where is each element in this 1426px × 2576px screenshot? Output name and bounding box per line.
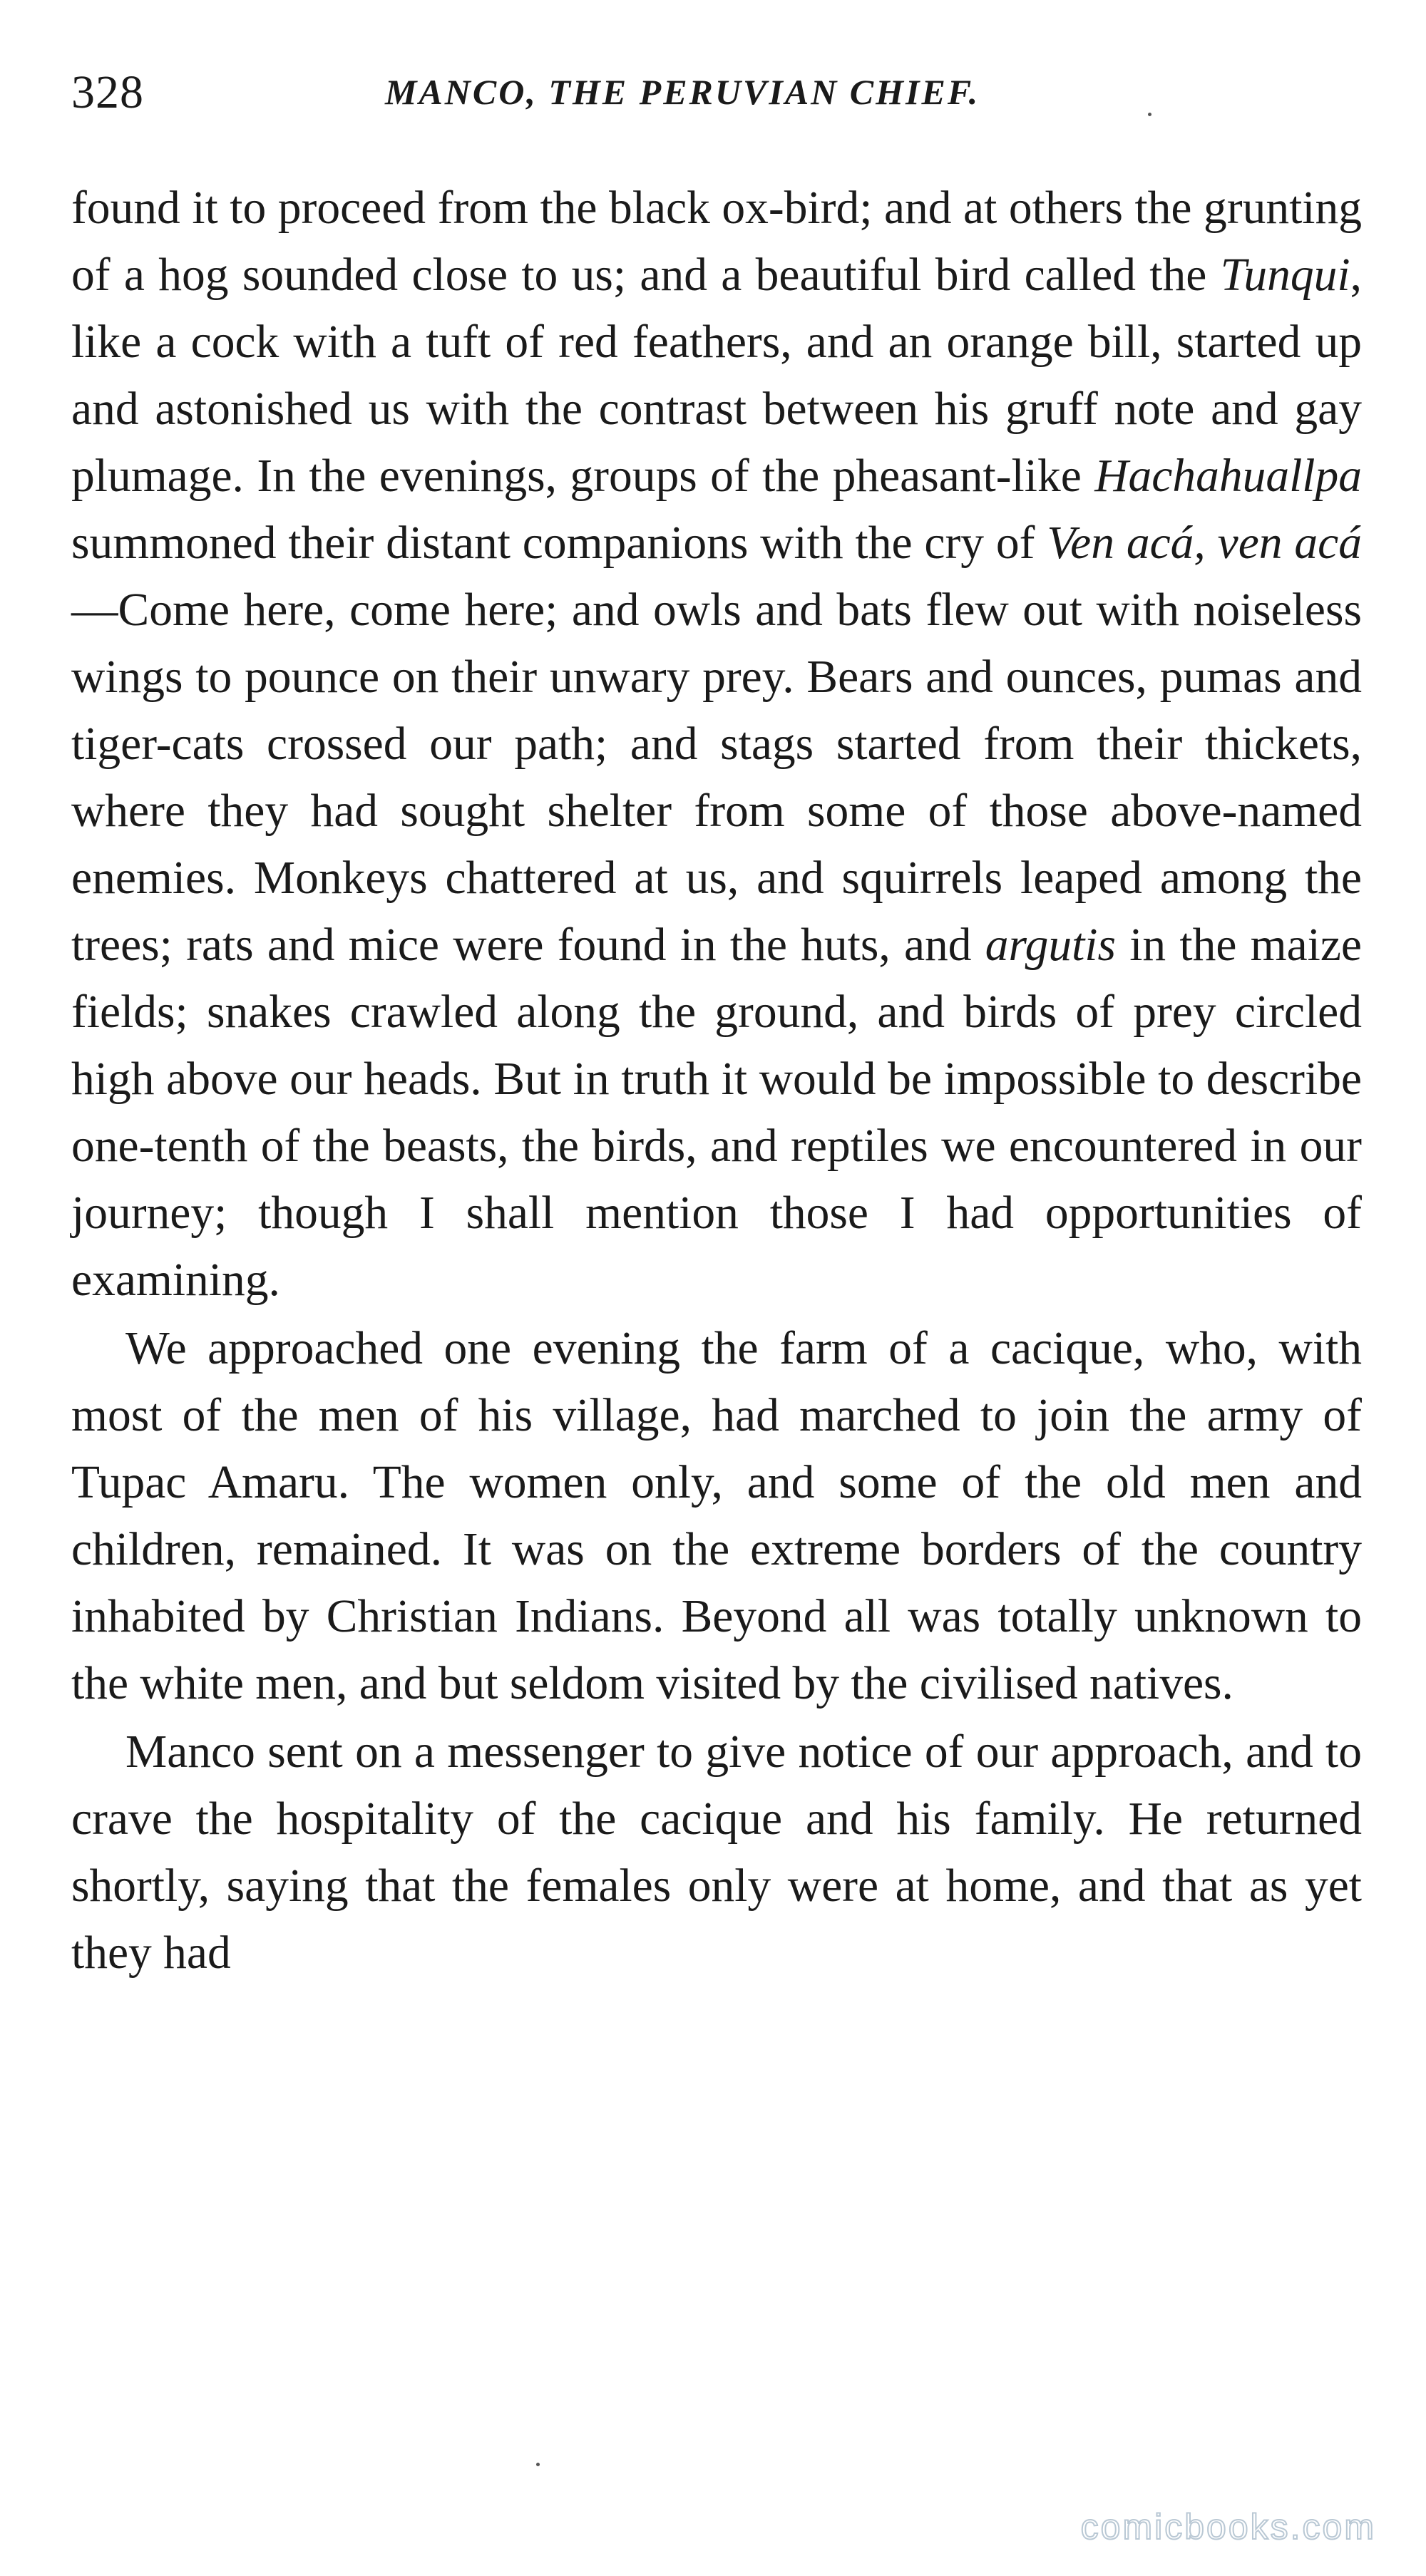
text-run: in the maize fields; snakes crawled along the ground, and birds of prey circled high above our heads. But in truth it would be impossible to describe one-tenth of the beasts, the birds, and reptiles we encountered in our journey; though I shall mention those I had opportunities of examining.	[71, 919, 1362, 1306]
italic-run: Tunqui	[1220, 249, 1350, 301]
text-run: summoned their distant companions with the cry of	[71, 517, 1047, 569]
italic-run: Hachahuallpa	[1094, 450, 1362, 502]
italic-run: Ven acá, ven acá	[1047, 517, 1362, 569]
text-run: , like a cock with a tuft of red feathers, and an orange bill, started up and astonished us with the contrast between his gruff note and gay plumage. In the evenings, groups of the pheasant-like	[71, 249, 1362, 502]
italic-run: argutis	[985, 919, 1116, 971]
watermark: comicbooks.com	[1080, 2507, 1376, 2547]
print-speck	[1148, 113, 1151, 116]
page-number: 328	[71, 66, 144, 118]
paragraph	[71, 175, 1362, 1314]
text-run: —Come here, come here; and owls and bats flew out with noiseless wings to pounce on their unwary prey. Bears and ounces, pumas and tiger-cats crossed our path; and stags started from their thickets, where they had sought shelter from some of those above-named enemies. Monkeys chattered at us, and squirrels leaped among the trees; rats and mice were found in the huts, and	[71, 584, 1362, 971]
paragraph	[71, 1719, 1362, 1987]
running-title: MANCO, THE PERUVIAN CHIEF.	[385, 72, 980, 112]
running-head	[71, 66, 1355, 130]
text-run: Manco sent on a messenger to give notice of our approach, and to crave the hospitality of the cacique and his family. He returned shortly, saying that the females only were at home, and that as yet they had	[71, 1726, 1362, 1979]
paragraph	[71, 1315, 1362, 1717]
text-run: We approached one evening the farm of a cacique, who, with most of the men of his village, had marched to join the army of Tupac Amaru. The women only, and some of the old men and children, remained. It was on the extreme borders of the country inhabited by Christian Indians. Beyond all was totally unknown to the white men, and but seldom visited by the civilised natives.	[71, 1323, 1362, 1709]
text-run: found it to proceed from the black ox-bird; and at others the grunting of a hog sounded close to us; and a beautiful bird called the	[71, 182, 1362, 301]
body-text	[71, 175, 1362, 1987]
print-speck	[536, 2463, 540, 2466]
